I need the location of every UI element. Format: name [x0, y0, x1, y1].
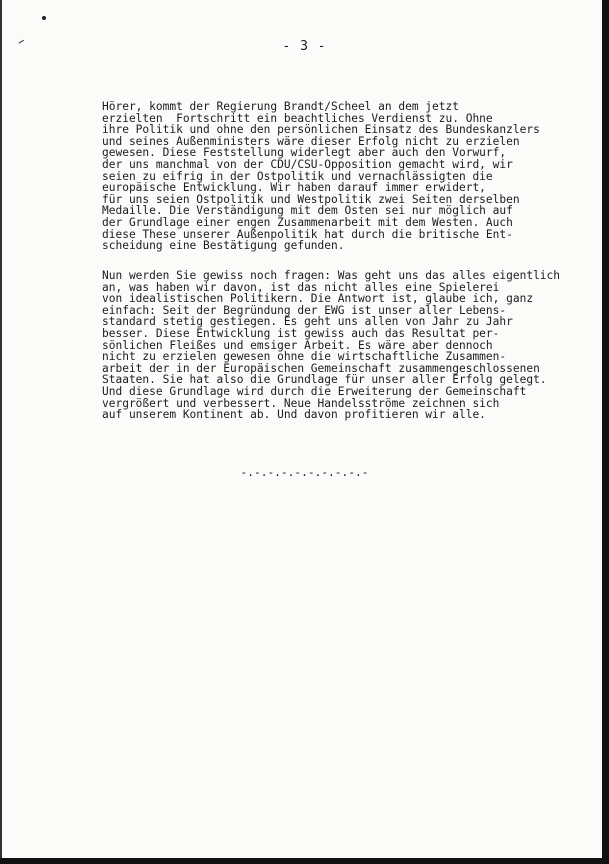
- end-separator: -.-.-.-.-.-.-.-.-.-: [240, 466, 369, 479]
- text-line: nicht zu erzielen gewesen ohne die wirtschaftliche Zusammen-: [102, 350, 507, 364]
- text-line: europäische Entwicklung. Wir haben darauf immer erwidert,: [102, 181, 486, 195]
- text-line: vergrößert und verbessert. Neue Handelsströme zeichnen sich: [102, 396, 500, 410]
- text-line: an, was haben wir davon, ist das nicht alles eine Spielerei: [102, 280, 500, 294]
- page-number: - 3 -: [282, 39, 327, 54]
- text-line: von idealistischen Politikern. Die Antwort ist, glaube ich, ganz: [102, 292, 534, 306]
- text-line: scheidung eine Bestätigung gefunden.: [102, 239, 345, 253]
- text-line: der uns manchmal von der CDU/CSU-Opposition gemacht wird, wir: [102, 157, 513, 171]
- paragraph-2: [102, 270, 582, 421]
- text-line: Nun werden Sie gewiss noch fragen: Was geht uns das alles eigentlich: [102, 269, 561, 282]
- text-line: sönlichen Fleißes und emsiger Arbeit. Es wäre aber dennoch: [102, 338, 493, 352]
- text-line: Und diese Grundlage wird durch die Erweiterung der Gemeinschaft: [102, 384, 527, 398]
- text-line: seien zu eifrig in der Ostpolitik und vernachlässigten die: [102, 169, 493, 183]
- text-line: erzielten Fortschritt ein beachtliches Verdienst zu. Ohne: [102, 111, 493, 125]
- text-line: standard stetig gestiegen. Es geht uns allen von Jahr zu Jahr: [102, 315, 513, 329]
- paragraph-1: [102, 101, 582, 252]
- text-line: ihre Politik und ohne den persönlichen Einsatz des Bundeskanzlers: [102, 123, 540, 137]
- text-line: Medaille. Die Verständigung mit dem Osten sei nur möglich auf: [102, 204, 513, 218]
- text-line: für uns seien Ostpolitik und Westpolitik zwei Seiten derselben: [102, 192, 520, 206]
- text-line: einfach: Seit der Begründung der EWG ist unser aller Lebens-: [102, 303, 507, 317]
- text-line: auf unserem Kontinent ab. Und davon profitieren wir alle.: [102, 408, 486, 422]
- scan-border-right: [602, 0, 609, 864]
- text-line: besser. Diese Entwicklung ist gewiss auch das Resultat per-: [102, 326, 500, 340]
- text-line: der Grundlage einer engen Zusammenarbeit mit dem Westen. Auch: [102, 215, 513, 229]
- scan-speck: [42, 16, 46, 20]
- scan-border-left: [0, 0, 2, 864]
- text-line: arbeit der in der Europäischen Gemeinschaft zusammengeschlossenen: [102, 361, 540, 375]
- text-line: Hörer, kommt der Regierung Brandt/Scheel an dem jetzt: [102, 100, 459, 113]
- text-line: gewesen. Diese Feststellung widerlegt aber auch den Vorwurf,: [102, 146, 507, 160]
- scan-border-bottom: [0, 858, 609, 864]
- text-line: diese These unserer Außenpolitik hat durch die britische Ent-: [102, 227, 513, 241]
- text-line: Staaten. Sie hat also die Grundlage für unser aller Erfolg gelegt.: [102, 373, 547, 387]
- text-line: und seines Außenministers wäre dieser Erfolg nicht zu erzielen: [102, 134, 520, 148]
